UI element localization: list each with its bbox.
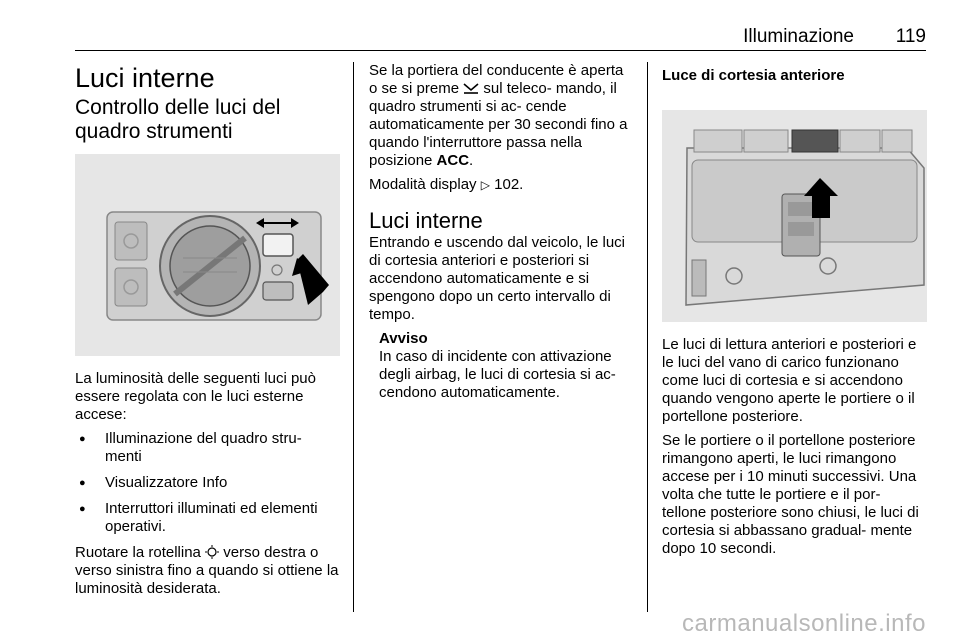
section-heading: Luci interne [369, 208, 483, 233]
list-item: ● Illuminazione del quadro stru- menti [75, 430, 340, 466]
list-item: ● Interruttori illuminati ed elementi operativi. [75, 500, 340, 536]
unlock-icon [463, 80, 479, 97]
subsection-heading: Luce di cortesia anteriore [662, 67, 845, 84]
paragraph: Entrando e uscendo dal veicolo, le luci di cortesia anteriori e posteriori si accendono automaticamente e si spengono dopo un certo intervallo di tempo. [369, 234, 625, 323]
column-divider [353, 62, 354, 612]
column-left [75, 62, 340, 604]
section-heading: Luci interne [75, 63, 215, 93]
paragraph: Se la portiera del conducente è aperta o se si preme sul teleco- mando, il quadro strumenti si ac- cende automaticamente per 30 secondi fino a quando l'interruttore passa nella posizione ACC. [369, 62, 628, 169]
courtesy-light-illustration [662, 110, 927, 322]
closing-paragraph: Ruotare la rotellina verso destra o verso sinistra fino a quando si ottiene la luminosità desiderata. [75, 544, 339, 597]
dimmer-wheel-icon [205, 544, 219, 561]
notice-text: In caso di incidente con attivazione degli airbag, le luci di cortesia si ac- cendono automaticamente. [379, 348, 616, 401]
brightness-items-list [75, 430, 340, 536]
column-middle [369, 62, 634, 402]
subsection-heading: Controllo delle luci del quadro strumenti [75, 96, 281, 143]
list-item: ● Visualizzatore Info [75, 474, 340, 492]
watermark: carmanualsonline.info [682, 610, 926, 637]
notice-box [369, 330, 634, 402]
paragraph: Se le portiere o il portellone posteriore rimangono aperti, le luci rimangono accese per i 10 minuti successivi. Una volta che tutte le portiere e il por- tellone posteriore sono chiusi, le luci di cortesia si abbassano gradual- mente dopo 10 secondi. [662, 432, 919, 557]
section-title: Illuminazione [743, 26, 854, 47]
page-header [75, 22, 926, 51]
notice-label: Avviso [379, 330, 428, 347]
page-number: 119 [895, 26, 926, 47]
paragraph: Le luci di lettura anteriori e posteriori e le luci del vano di carico funzionano come luci di cortesia e si accendono quando vengono aperte le portiere o il portellone posteriore. [662, 336, 917, 425]
intro-paragraph: La luminosità delle seguenti luci può essere regolata con le luci esterne accese: [75, 370, 316, 423]
page-reference-icon: ▷ [480, 178, 490, 192]
dashboard-dimmer-illustration [75, 154, 340, 356]
paragraph: Modalità display ▷ 102. [369, 176, 524, 193]
column-right [662, 62, 927, 564]
column-divider [647, 62, 648, 612]
